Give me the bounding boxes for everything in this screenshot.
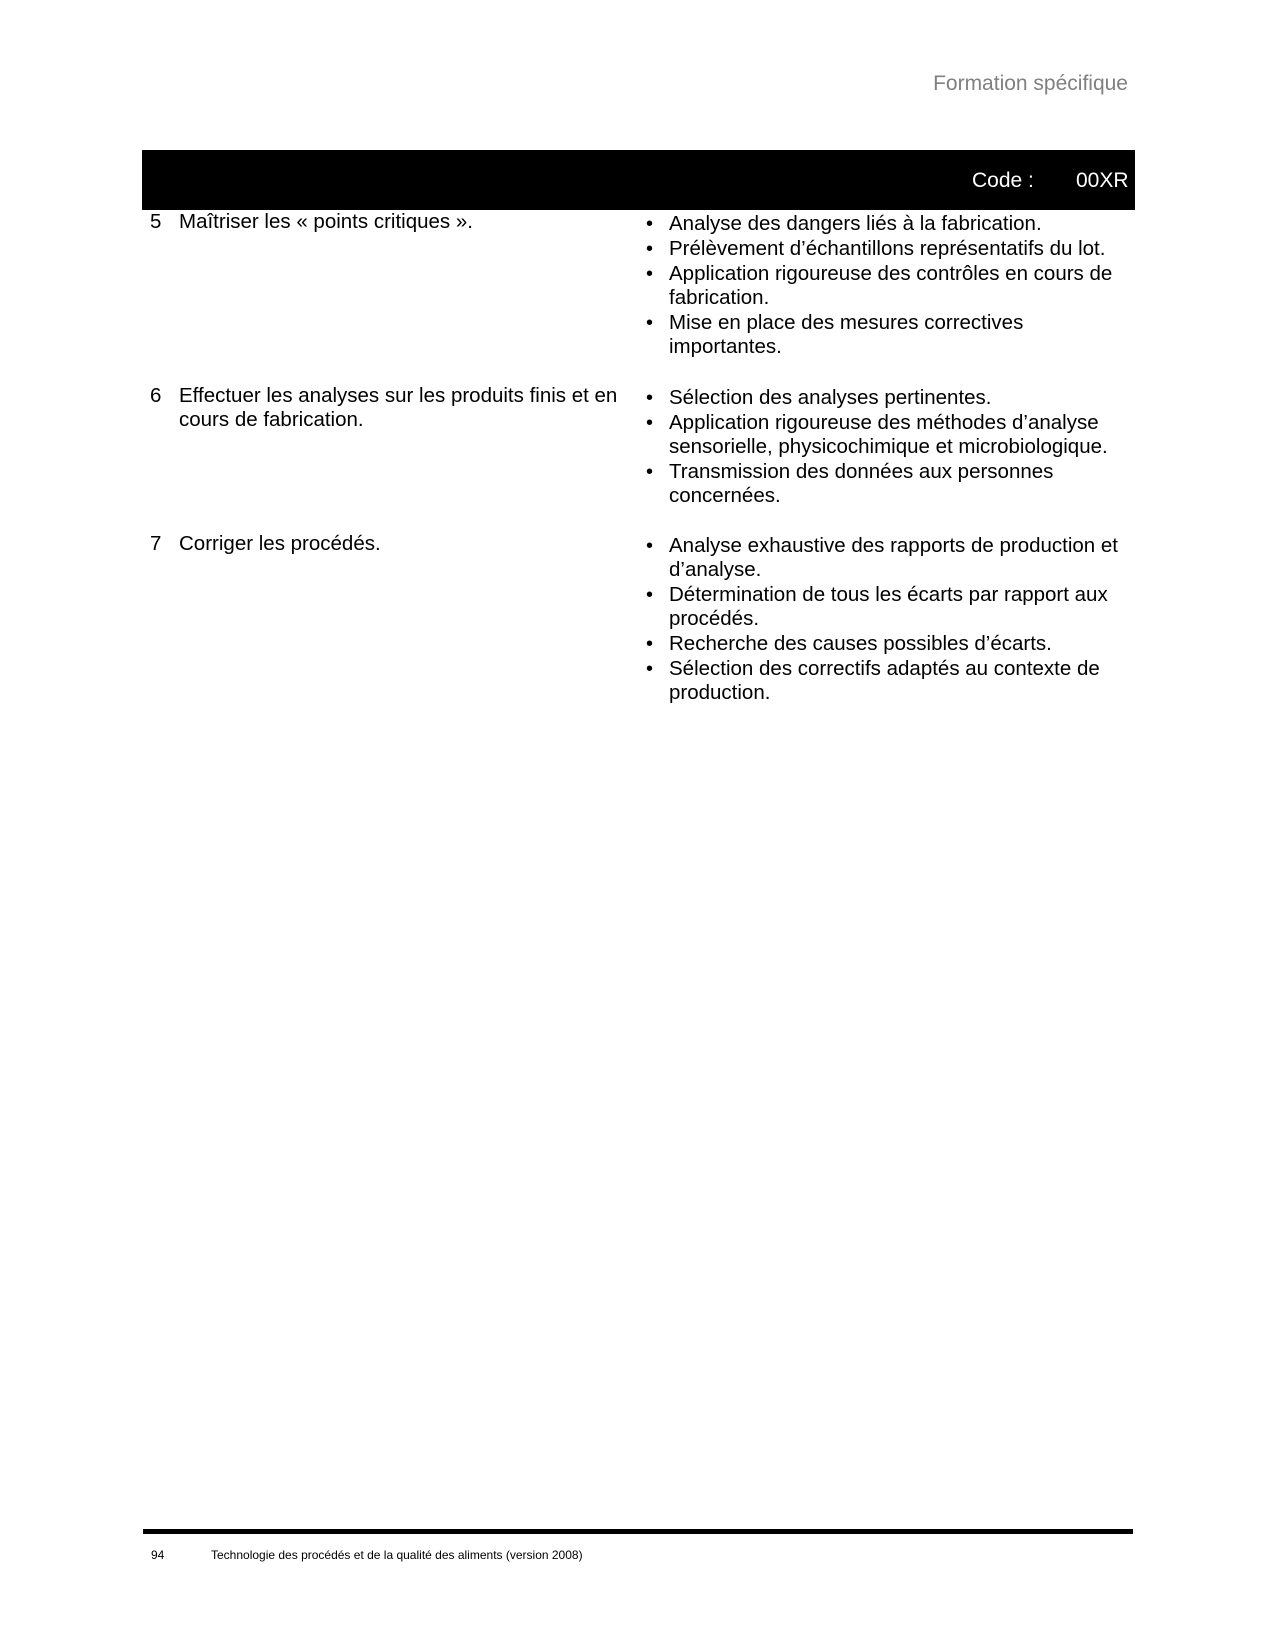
bullet-icon: • <box>646 584 654 606</box>
criteria-text: Application rigoureuse des contrôles en cours de fabrication. <box>669 262 1113 309</box>
criteria-text: Prélèvement d’échantillons représentatifs du lot. <box>669 237 1106 260</box>
criteria-text: Analyse des dangers liés à la fabrication. <box>669 212 1042 235</box>
criteria-item <box>645 237 1135 261</box>
criteria-item <box>645 460 1135 508</box>
bullet-icon: • <box>646 658 654 680</box>
bullet-icon: • <box>646 312 654 334</box>
competency-text: Maîtriser les « points critiques ». <box>179 210 473 233</box>
competency-text: Corriger les procédés. <box>179 532 381 555</box>
criteria-list <box>645 212 1135 360</box>
competency-number: 6 <box>150 384 162 407</box>
criteria-item <box>645 386 1135 410</box>
bullet-icon: • <box>646 633 654 655</box>
criteria-item <box>645 411 1135 459</box>
running-header: Formation spécifique <box>933 72 1128 95</box>
criteria-item <box>645 262 1135 310</box>
bullet-icon: • <box>646 263 654 285</box>
criteria-text: Analyse exhaustive des rapports de production et d’analyse. <box>669 534 1118 581</box>
criteria-item <box>645 212 1135 236</box>
criteria-item <box>645 534 1135 582</box>
page-number: 94 <box>151 1548 165 1562</box>
competency-number: 5 <box>150 210 162 233</box>
criteria-item <box>645 583 1135 631</box>
footer-rule <box>143 1529 1133 1534</box>
footer-title: Technologie des procédés et de la qualité des aliments (version 2008) <box>211 1548 583 1562</box>
competency-text: Effectuer les analyses sur les produits finis et en cours de fabrication. <box>179 384 618 431</box>
competency-number: 7 <box>150 532 162 555</box>
criteria-list <box>645 534 1135 706</box>
criteria-text: Sélection des correctifs adaptés au contexte de production. <box>669 657 1100 704</box>
criteria-list <box>645 386 1135 509</box>
code-label: Code : <box>972 169 1034 192</box>
bullet-icon: • <box>646 387 654 409</box>
criteria-text: Application rigoureuse des méthodes d’analyse sensorielle, physicochimique et microbiologique. <box>669 411 1108 458</box>
criteria-item <box>645 311 1135 359</box>
bullet-icon: • <box>646 461 654 483</box>
criteria-item <box>645 632 1135 656</box>
criteria-text: Transmission des données aux personnes concernées. <box>669 460 1054 507</box>
criteria-text: Mise en place des mesures correctives importantes. <box>669 311 1024 358</box>
criteria-text: Recherche des causes possibles d’écarts. <box>669 632 1052 655</box>
criteria-text: Détermination de tous les écarts par rapport aux procédés. <box>669 583 1108 630</box>
bullet-icon: • <box>646 535 654 557</box>
code-value: 00XR <box>1076 169 1129 192</box>
bullet-icon: • <box>646 213 654 235</box>
bullet-icon: • <box>646 238 654 260</box>
bullet-icon: • <box>646 412 654 434</box>
criteria-text: Sélection des analyses pertinentes. <box>669 386 992 409</box>
criteria-item <box>645 657 1135 705</box>
